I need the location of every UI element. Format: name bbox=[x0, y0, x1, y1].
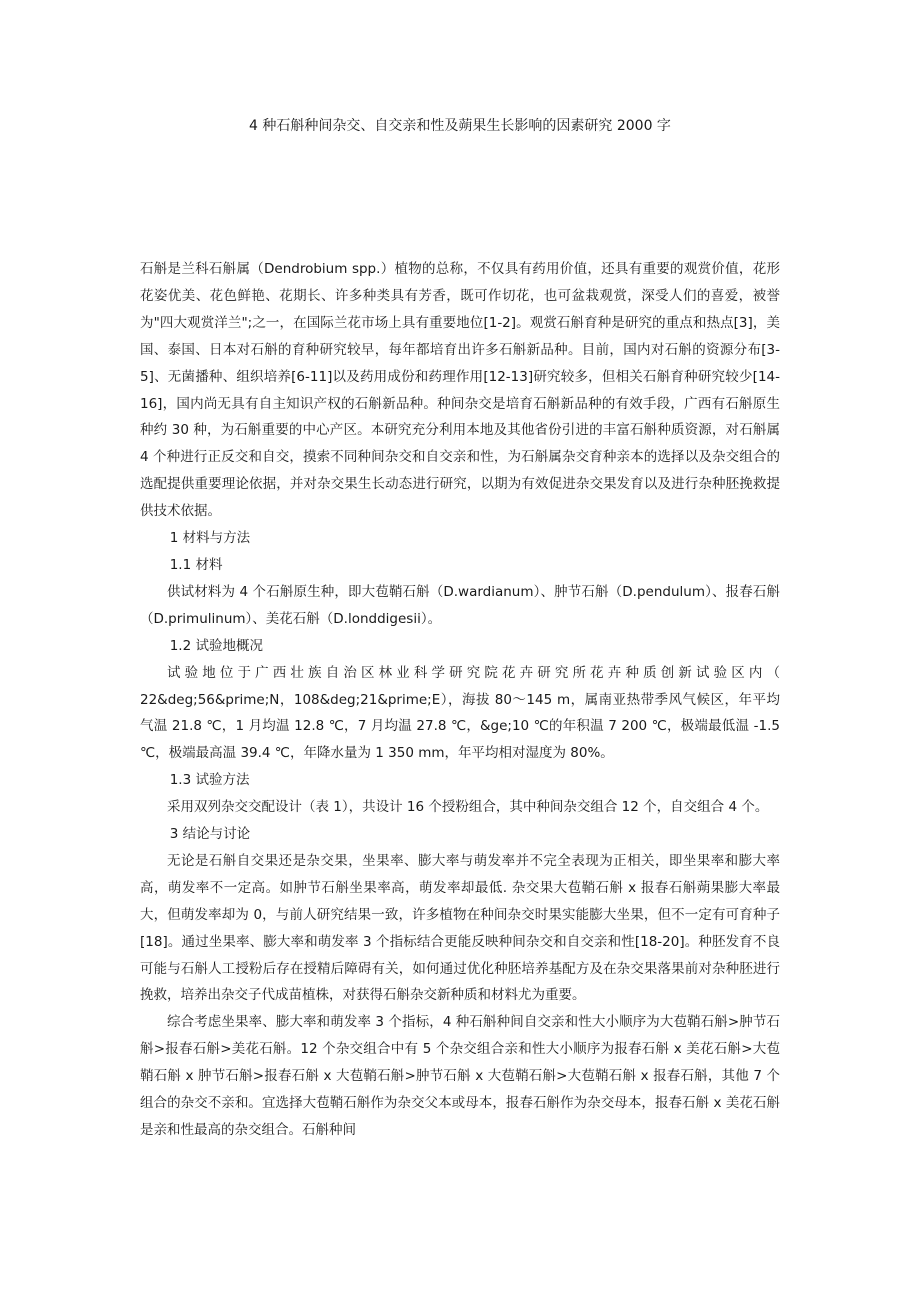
conclusion-paragraph: 综合考虑坐果率、膨大率和萌发率 3 个指标，4 种石斛种间自交亲和性大小顺序为大苞鞘石斛>肿节石斛>报春石斛>美花石斛。12 个杂交组合中有 5 个杂交组合亲和性大小顺序为报春石斛 x 美花石斛>大苞鞘石斛 x 肿节石斛>报春石斛 x 大苞鞘石斛>肿节石斛 x 大苞鞘石斛>大苞鞘石斛 x 报春石斛，其他 7 个组合的杂交不亲和。宜选择大苞鞘石斛作为杂交父本或母本，报春石斛作为杂交母本，报春石斛 x 美花石斛是亲和性最高的杂交组合。石斛种间 bbox=[140, 1014, 780, 1138]
subsection-heading: 1.2 试验地概况 bbox=[169, 637, 263, 654]
methods-paragraph: 采用双列杂交交配设计（表 1），共设计 16 个授粉组合，其中种间杂交组合 12 个，自交组合 4 个。 bbox=[167, 799, 769, 816]
subsection-heading: 1.1 材料 bbox=[169, 556, 223, 573]
document-body bbox=[140, 256, 780, 1144]
section-heading: 3 结论与讨论 bbox=[169, 826, 251, 843]
site-paragraph: 试验地位于广西壮族自治区林业科学研究院花卉研究所花卉种质创新试验区内（ 22&deg;56&prime;N，108&deg;21&prime;E），海拔 80～145 m，属南亚热带季风气候区，年平均气温 21.8 ℃，1 月均温 12.8 ℃，7 月均温 27.8 ℃，&ge;10 ℃的年积温 7 200 ℃，极端最低温 -1.5 ℃，极端最高温 39.4 ℃，年降水量为 1 350 mm，年平均相对湿度为 80%。 bbox=[140, 664, 780, 762]
materials-paragraph: 供试材料为 4 个石斛原生种，即大苞鞘石斛（D.wardianum）、肿节石斛（D.pendulum）、报春石斛（D.primulinum）、美花石斛（D.londdigesii）。 bbox=[140, 583, 780, 627]
intro-paragraph: 石斛是兰科石斛属（Dendrobium spp.）植物的总称，不仅具有药用价值，还具有重要的观赏价值，花形花姿优美、花色鲜艳、花期长、许多种类具有芳香，既可作切花，也可盆栽观赏，深受人们的喜爱，被誉为"四大观赏洋兰";之一，在国际兰花市场上具有重要地位[1-2]。观赏石斛育种是研究的重点和热点[3]，美国、泰国、日本对石斛的育种研究较早，每年都培育出许多石斛新品种。目前，国内对石斛的资源分布[3-5]、无菌播种、组织培养[6-11]以及药用成份和药理作用[12-13]研究较多，但相关石斛育种研究较少[14-16]，国内尚无具有自主知识产权的石斛新品种。种间杂交是培育石斛新品种的有效手段，广西有石斛原生种约 30 种，为石斛重要的中心产区。本研究充分利用本地及其他省份引进的丰富石斛种质资源，对石斛属 4 个种进行正反交和自交，摸索不同种间杂交和自交亲和性，为石斛属杂交育种亲本的选择以及杂交组合的选配提供重要理论依据，并对杂交果生长动态进行研究，以期为有效促进杂交果发育以及进行杂种胚挽救提供技术依据。 bbox=[140, 261, 780, 520]
discussion-paragraph: 无论是石斛自交果还是杂交果，坐果率、膨大率与萌发率并不完全表现为正相关，即坐果率和膨大率高，萌发率不一定高。如肿节石斛坐果率高，萌发率却最低. 杂交果大苞鞘石斛 x 报春石斛蒴果膨大率最大，但萌发率却为 0，与前人研究结果一致，许多植物在种间杂交时果实能膨大坐果，但不一定有可育种子[18]。通过坐果率、膨大率和萌发率 3 个指标结合更能反映种间杂交和自交亲和性[18-20]。种胚发育不良可能与石斛人工授粉后存在授精后障碍有关，如何通过优化种胚培养基配方及在杂交果落果前对杂种胚进行挽救，培养出杂交子代成苗植株，对获得石斛杂交新种质和材料尤为重要。 bbox=[140, 852, 780, 1004]
subsection-heading: 1.3 试验方法 bbox=[169, 772, 250, 789]
section-heading: 1 材料与方法 bbox=[169, 530, 251, 547]
document-title: 4 种石斛种间杂交、自交亲和性及蒴果生长影响的因素研究 2000 字 bbox=[249, 118, 671, 134]
